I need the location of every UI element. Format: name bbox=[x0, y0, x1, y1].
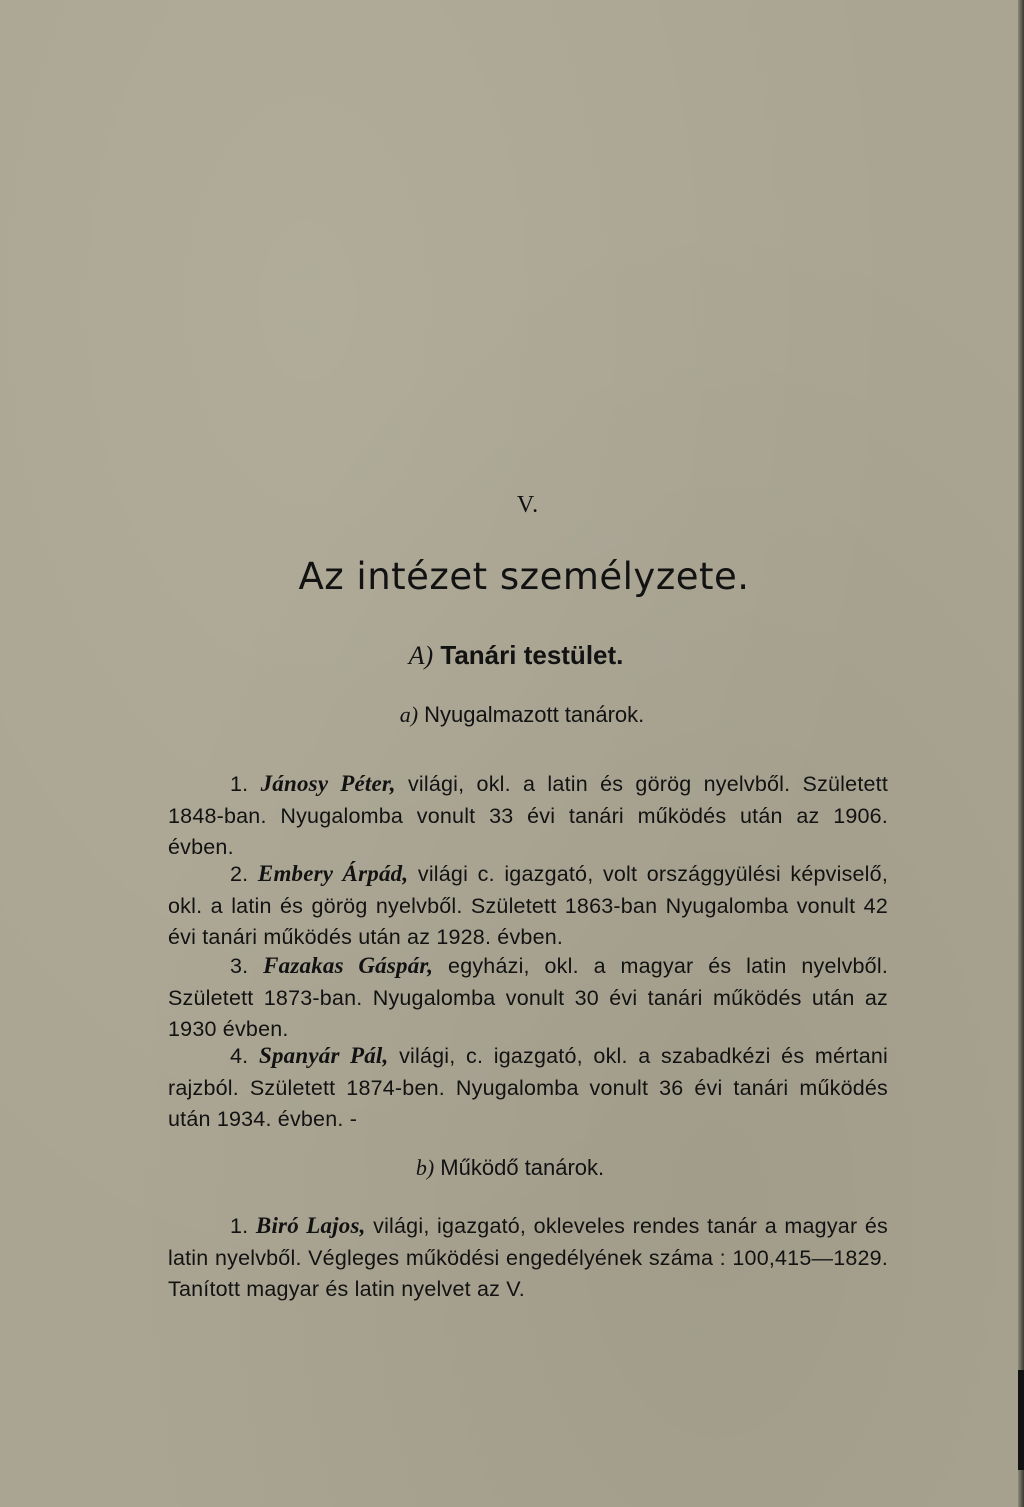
chapter-number: V. bbox=[516, 492, 540, 518]
entry-number: 4. bbox=[230, 1044, 249, 1068]
entry-name: Jánosy Péter, bbox=[260, 771, 396, 796]
section-heading-text: Működő tanárok. bbox=[440, 1155, 605, 1180]
subtitle bbox=[4, 640, 1024, 671]
subtitle-text: Tanári testület. bbox=[440, 640, 624, 670]
entry-name: Spanyár Pál, bbox=[258, 1043, 389, 1068]
section-heading-retired bbox=[10, 702, 1024, 728]
section-heading-text: Nyugalmazott tanárok. bbox=[424, 702, 645, 727]
section-heading-active bbox=[0, 1155, 1022, 1181]
entry-number: 1. bbox=[230, 1214, 249, 1238]
entry-text: világi, igazgató, okleveles rendes tanár a magyar és latin nyelvből. Végleges működési engedélyének száma : 100,415—1829. Tanított magyar és latin nyelvet az V. bbox=[168, 1214, 888, 1301]
section-letter: b) bbox=[415, 1155, 435, 1180]
page-edge-shadow bbox=[1018, 1370, 1024, 1470]
entry-number: 3. bbox=[230, 954, 249, 978]
subtitle-letter: A) bbox=[408, 641, 434, 670]
entry-name: Embery Árpád, bbox=[257, 861, 409, 886]
entry-number: 2. bbox=[230, 862, 249, 886]
entry-text: egyházi, okl. a magyar és latin nyelvből. Született 1873-ban. Nyugalomba vonult 30 évi tanári működés után az 1930 évben. bbox=[168, 954, 888, 1041]
entry-number: 1. bbox=[230, 772, 249, 796]
entry-text: világi c. igazgató, volt országgyülési képviselő, okl. a latin és görög nyelvből. Született 1863-ban Nyugalomba vonult 42 évi tanári működés után az 1928. évben. bbox=[168, 862, 888, 949]
list-item bbox=[168, 950, 888, 1046]
entry-name: Fazakas Gáspár, bbox=[263, 953, 434, 978]
section-letter: a) bbox=[399, 702, 419, 727]
list-item bbox=[168, 1040, 888, 1136]
entry-name: Biró Lajos, bbox=[255, 1213, 366, 1238]
entry-text: világi, okl. a latin és görög nyelvből. Született 1848-ban. Nyugalomba vonult 33 évi tanári működés után az 1906. évben. bbox=[168, 772, 888, 859]
entry-text: világi, c. igazgató, okl. a szabadkézi és mértani rajzból. Született 1874-ben. Nyugalomba vonult 36 évi tanári működés után 1934. évben. - bbox=[168, 1044, 888, 1131]
list-item bbox=[168, 768, 888, 864]
list-item bbox=[168, 1210, 888, 1306]
page-title: Az intézet személyzete. bbox=[298, 555, 750, 598]
page-edge bbox=[1018, 0, 1024, 1507]
list-item bbox=[168, 858, 888, 954]
